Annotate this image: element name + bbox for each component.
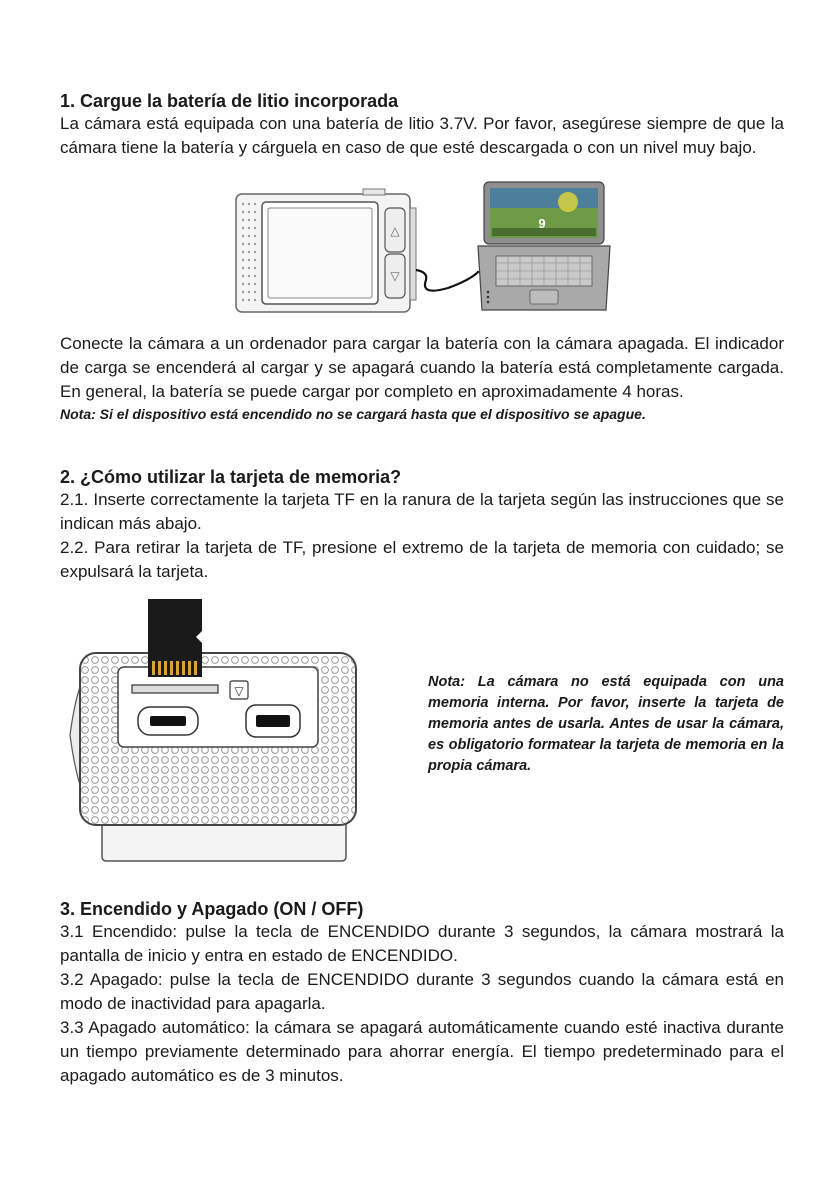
section-2-step-1: 2.1. Inserte correctamente la tarjeta TF en la ranura de la tarjeta según las instrucciones que se indican más abajo.	[60, 490, 784, 533]
svg-text:△: △	[390, 224, 400, 238]
section-3-heading: 3. Encendido y Apagado (ON / OFF)	[60, 899, 364, 919]
laptop-screen-digit: 9	[538, 216, 546, 231]
section-1-intro: La cámara está equipada con una batería de litio 3.7V. Por favor, asegúrese siempre de que la cámara tiene la batería y cárguela en caso de que esté descargada o con un nivel muy bajo.	[60, 114, 784, 157]
section-3-step-2: 3.2 Apagado: pulse la tecla de ENCENDIDO durante 3 segundos cuando la cámara está en modo de inactividad para apagarla.	[60, 970, 784, 1013]
section-2-heading: 2. ¿Cómo utilizar la tarjeta de memoria?	[60, 467, 402, 487]
section-3-step-1: 3.1 Encendido: pulse la tecla de ENCENDIDO durante 3 segundos, la cámara mostrará la pantalla de inicio y entra en estado de ENCENDIDO.	[60, 922, 784, 965]
section-2-step-2: 2.2. Para retirar la tarjeta de TF, presione el extremo de la tarjeta de memoria con cuidado; se expulsará la tarjeta.	[60, 538, 784, 581]
microsd-card	[148, 599, 202, 677]
section-1	[60, 90, 784, 160]
section-1-heading: 1. Cargue la batería de litio incorporada	[60, 91, 399, 111]
laptop-illustration	[478, 182, 610, 310]
camera-laptop-charging-illustration	[0, 180, 839, 320]
section-2-note: Nota: La cámara no está equipada con una memoria interna. Por favor, inserte la tarjeta de memoria antes de usarla. Antes de usar la cámara, es obligatorio formatear la tarjeta de memoria en la propia cámara.	[428, 674, 784, 774]
svg-text:▽: ▽	[234, 684, 244, 698]
section-1-body-block	[60, 332, 784, 424]
section-2	[60, 466, 784, 584]
camera-back-illustration	[236, 189, 416, 312]
svg-text:▽: ▽	[390, 269, 400, 283]
section-1-body: Conecte la cámara a un ordenador para cargar la batería con la cámara apagada. El indicador de carga se encenderá al cargar y se apagará cuando la batería está completamente cargada. En general, la batería se puede cargar por completo en aproximadamente 4 horas.	[60, 334, 784, 401]
section-3-step-3: 3.3 Apagado automático: la cámara se apagará automáticamente cuando esté inactiva durante un tiempo previamente determinado para ahorrar energía. El tiempo predeterminado para el apagado automático es de 3 minutos.	[60, 1018, 784, 1085]
section-1-note: Nota: Si el dispositivo está encendido no se cargará hasta que el dispositivo se apague.	[60, 406, 646, 422]
section-3	[60, 898, 784, 1088]
camera-side-illustration	[70, 653, 356, 861]
